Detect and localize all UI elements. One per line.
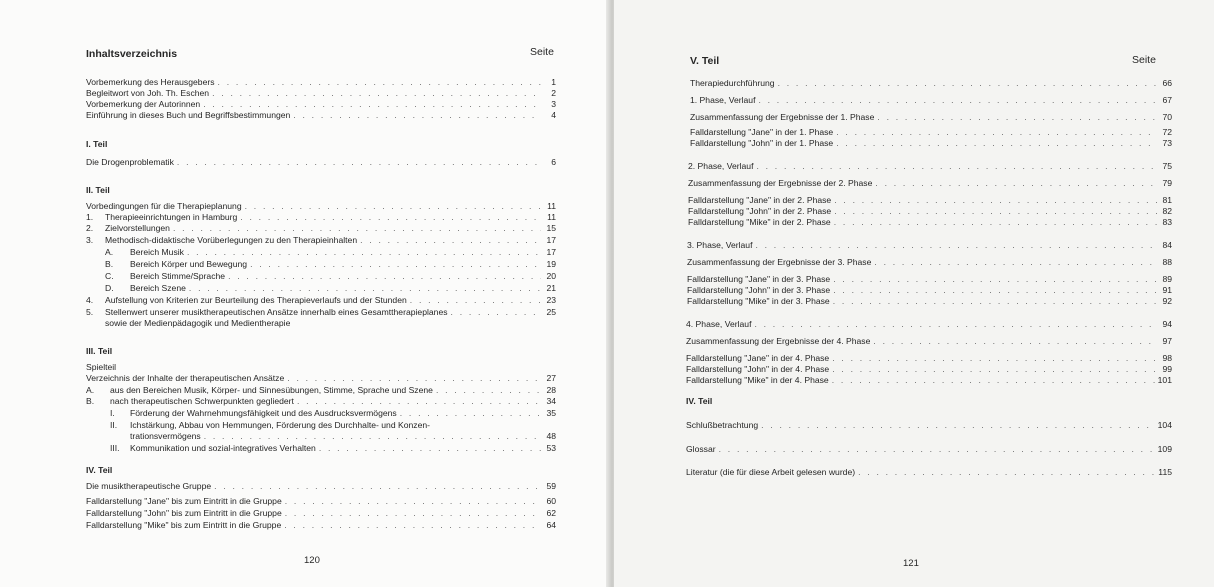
leader-dots [203, 99, 541, 110]
entry-number: A. [105, 247, 114, 257]
entry-label: Bereich Musik [130, 247, 184, 257]
entry-page: 2 [551, 88, 556, 98]
leader-dots [451, 307, 541, 318]
leader-dots [832, 375, 1155, 386]
page-number: 120 [304, 555, 320, 566]
entry-label: Falldarstellung "John" in der 1. Phase [690, 138, 834, 148]
toc-entry [105, 259, 556, 270]
entry-page: 11 [547, 212, 556, 222]
entry-number: I. [110, 408, 115, 418]
entry-label: Einführung in dieses Buch und Begriffsbestimmungen [86, 110, 291, 120]
entry-page: 99 [1162, 364, 1172, 374]
toc-entry [687, 240, 1172, 251]
leader-dots [240, 212, 541, 223]
entry-page: 115 [1158, 467, 1172, 477]
entry-number: B. [86, 396, 95, 406]
entry-label: Stellenwert unserer musiktherapeutischen Ansätze innerhalb eines Gesamttherapieplanes [105, 307, 448, 317]
leader-dots [755, 240, 1157, 251]
entry-label: Falldarstellung "Mike" in der 2. Phase [688, 217, 831, 227]
entry-label: Zusammenfassung der Ergebnisse der 2. Phase [688, 178, 873, 188]
leader-dots [758, 95, 1157, 106]
entry-page: 25 [546, 307, 556, 317]
entry-page: 15 [546, 223, 556, 233]
toc-entry [110, 420, 556, 431]
leader-dots [836, 138, 1157, 149]
leader-dots [858, 467, 1155, 478]
entry-label: Bereich Körper und Bewegung [130, 259, 248, 269]
entry-page: 62 [546, 508, 556, 518]
leader-dots [187, 247, 541, 258]
toc-entry [105, 283, 556, 294]
entry-number: C. [105, 271, 114, 281]
entry-number: III. [110, 443, 120, 453]
entry-label: Vorbemerkung des Herausgebers [86, 77, 215, 87]
entry-label: 4. Phase, Verlauf [686, 319, 752, 329]
entry-page: 83 [1162, 217, 1172, 227]
toc-entry [687, 296, 1172, 307]
toc-entry [686, 444, 1172, 455]
leader-dots [319, 443, 541, 454]
entry-page: 11 [547, 201, 556, 211]
entry-page: 66 [1162, 78, 1172, 88]
toc-entry [86, 223, 556, 234]
toc-entry [690, 78, 1172, 89]
entry-label: Falldarstellung "Jane" in der 1. Phase [690, 127, 834, 137]
leader-dots [778, 78, 1157, 89]
leader-dots [873, 336, 1157, 347]
toc-entry [690, 127, 1172, 138]
entry-label: Literatur (die für diese Arbeit gelesen wurde) [686, 467, 856, 477]
leader-dots [285, 508, 541, 519]
toc-entry [86, 508, 556, 519]
entry-label: Verzeichnis der Inhalte der therapeutischen Ansätze [86, 373, 285, 383]
toc-entry [105, 271, 556, 282]
entry-number: A. [86, 385, 95, 395]
leader-dots [284, 520, 541, 531]
entry-page: 6 [551, 157, 556, 167]
toc-entry [686, 375, 1172, 386]
seite-label: Seite [1132, 54, 1156, 66]
toc-entry [86, 496, 556, 507]
entry-page: 104 [1157, 420, 1172, 430]
entry-page: 82 [1162, 206, 1172, 216]
entry-label: Therapiedurchführung [690, 78, 775, 88]
leader-dots [204, 431, 541, 442]
toc-entry [686, 420, 1172, 431]
entry-number: 3. [86, 235, 94, 245]
entry-page: 53 [546, 443, 556, 453]
entry-page: 34 [546, 396, 556, 406]
entry-page: 72 [1162, 127, 1172, 137]
leader-dots [719, 444, 1155, 455]
toc-entry [690, 138, 1172, 149]
entry-page: 60 [546, 496, 556, 506]
entry-page: 3 [551, 99, 556, 109]
section-heading: IV. Teil [686, 396, 713, 406]
leader-dots [212, 88, 541, 99]
entry-page: 59 [546, 481, 556, 491]
leader-dots [756, 161, 1157, 172]
toc-entry [690, 95, 1172, 106]
leader-dots [875, 178, 1157, 189]
entry-label: Falldarstellung "John" in der 3. Phase [687, 285, 831, 295]
toc-entry [86, 201, 556, 212]
subsection-label: Spielteil [86, 362, 117, 372]
entry-page: 4 [551, 110, 556, 120]
toc-entry [86, 212, 556, 223]
section-heading: III. Teil [86, 346, 113, 356]
entry-label: Falldarstellung "Jane" in der 2. Phase [688, 195, 832, 205]
entry-label: Falldarstellung "Jane" bis zum Eintritt in die Gruppe [86, 496, 282, 506]
entry-label: Glossar [686, 444, 716, 454]
leader-dots [877, 112, 1157, 123]
entry-label: nach therapeutischen Schwerpunkten gegliedert [110, 396, 294, 406]
leader-dots [833, 285, 1157, 296]
entry-label: Zielvorstellungen [105, 223, 170, 233]
leader-dots [285, 496, 541, 507]
entry-label: Vorbedingungen für die Therapieplanung [86, 201, 242, 211]
entry-label: Ichstärkung, Abbau von Hemmungen, Förderung des Durchhalte- und Konzen- [130, 420, 431, 430]
toc-entry [86, 295, 556, 306]
section-heading: I. Teil [86, 139, 108, 149]
leader-dots [218, 77, 541, 88]
toc-entry [686, 336, 1172, 347]
entry-page: 20 [546, 271, 556, 281]
toc-entry [686, 353, 1172, 364]
leader-dots [833, 296, 1157, 307]
entry-page: 89 [1162, 274, 1172, 284]
leader-dots [297, 396, 541, 407]
entry-page: 81 [1162, 195, 1172, 205]
entry-label: Falldarstellung "John" in der 2. Phase [688, 206, 832, 216]
entry-label: Falldarstellung "Mike" in der 4. Phase [686, 375, 829, 385]
page-number: 121 [903, 558, 919, 569]
toc-entry [86, 157, 556, 168]
part-title: V. Teil [690, 55, 720, 67]
leader-dots [833, 274, 1157, 285]
toc-entry [86, 373, 556, 384]
right-page [614, 0, 1214, 587]
seite-label: Seite [530, 46, 554, 58]
entry-page: 17 [546, 235, 556, 245]
entry-label: Zusammenfassung der Ergebnisse der 4. Phase [686, 336, 871, 346]
section-heading: IV. Teil [86, 465, 113, 475]
entry-page: 17 [546, 247, 556, 257]
entry-page: 84 [1162, 240, 1172, 250]
entry-page: 75 [1162, 161, 1172, 171]
leader-dots [189, 283, 541, 294]
toc-entry [86, 88, 556, 99]
leader-dots [874, 257, 1157, 268]
leader-dots [834, 217, 1157, 228]
toc-entry [86, 481, 556, 492]
leader-dots [177, 157, 541, 168]
entry-page: 88 [1162, 257, 1172, 267]
entry-label: Falldarstellung "Jane" in der 3. Phase [687, 274, 831, 284]
leader-dots [360, 235, 541, 246]
toc-entry [86, 520, 556, 531]
leader-dots [832, 364, 1157, 375]
entry-label: Zusammenfassung der Ergebnisse der 1. Phase [690, 112, 875, 122]
entry-page: 21 [546, 283, 556, 293]
entry-page: 1 [551, 77, 556, 87]
leader-dots [754, 319, 1157, 330]
leader-dots [834, 206, 1157, 217]
entry-page: 23 [546, 295, 556, 305]
leader-dots [245, 201, 541, 212]
entry-page: 48 [546, 431, 556, 441]
toc-entry [110, 443, 556, 454]
leader-dots [436, 385, 541, 396]
entry-label: trationsvermögens [130, 431, 201, 441]
toc-entry [688, 161, 1172, 172]
leader-dots [228, 271, 541, 282]
entry-page: 91 [1162, 285, 1172, 295]
entry-page: 35 [546, 408, 556, 418]
entry-label: Falldarstellung "Jane" in der 4. Phase [686, 353, 830, 363]
entry-label: Schlußbetrachtung [686, 420, 759, 430]
toc-entry [86, 235, 556, 246]
entry-page: 109 [1157, 444, 1172, 454]
entry-number: B. [105, 259, 114, 269]
entry-page: 70 [1162, 112, 1172, 122]
entry-page: 101 [1157, 375, 1172, 385]
toc-entry [687, 274, 1172, 285]
entry-page: 19 [546, 259, 556, 269]
toc-title: Inhaltsverzeichnis [86, 48, 178, 60]
entry-page: 73 [1162, 138, 1172, 148]
entry-label: Förderung der Wahrnehmungsfähigkeit und des Ausdrucksvermögens [130, 408, 397, 418]
entry-number: D. [105, 283, 114, 293]
toc-entry [687, 257, 1172, 268]
toc-entry [130, 431, 556, 442]
entry-label: Falldarstellung "Mike" bis zum Eintritt in die Gruppe [86, 520, 282, 530]
entry-label: Vorbemerkung der Autorinnen [86, 99, 201, 109]
toc-entry [86, 307, 556, 318]
leader-dots [214, 481, 541, 492]
entry-label: Falldarstellung "John" in der 4. Phase [686, 364, 830, 374]
entry-label: Die musiktherapeutische Gruppe [86, 481, 212, 491]
entry-label: Bereich Szene [130, 283, 186, 293]
entry-number: 5. [86, 307, 94, 317]
leader-dots [834, 195, 1157, 206]
entry-label: Kommunikation und sozial-integratives Verhalten [130, 443, 316, 453]
entry-number: 2. [86, 223, 94, 233]
leader-dots [410, 295, 541, 306]
toc-entry [105, 247, 556, 258]
entry-number: 1. [86, 212, 94, 222]
leader-dots [293, 110, 541, 121]
entry-label: Begleitwort von Joh. Th. Eschen [86, 88, 210, 98]
entry-label: aus den Bereichen Musik, Körper- und Sinnesübungen, Stimme, Sprache und Szene [110, 385, 433, 395]
entry-continuation: sowie der Medienpädagogik und Medientherapie [105, 318, 291, 328]
entry-label: 1. Phase, Verlauf [690, 95, 756, 105]
toc-entry [686, 364, 1172, 375]
toc-entry [86, 99, 556, 110]
toc-entry [688, 195, 1172, 206]
entry-page: 79 [1162, 178, 1172, 188]
entry-page: 94 [1162, 319, 1172, 329]
entry-page: 28 [546, 385, 556, 395]
toc-entry [86, 396, 556, 407]
entry-page: 97 [1162, 336, 1172, 346]
leader-dots [836, 127, 1157, 138]
entry-page: 92 [1162, 296, 1172, 306]
entry-label: Methodisch-didaktische Vorüberlegungen zu den Therapieinhalten [105, 235, 358, 245]
entry-label: Zusammenfassung der Ergebnisse der 3. Phase [687, 257, 872, 267]
entry-number: 4. [86, 295, 94, 305]
leader-dots [173, 223, 541, 234]
toc-entry [688, 217, 1172, 228]
toc-entry [688, 178, 1172, 189]
leader-dots [400, 408, 541, 419]
toc-entry [86, 385, 556, 396]
entry-label: Bereich Stimme/Sprache [130, 271, 226, 281]
toc-entry [690, 112, 1172, 123]
entry-label: 3. Phase, Verlauf [687, 240, 753, 250]
entry-page: 64 [546, 520, 556, 530]
entry-label: Falldarstellung "John" bis zum Eintritt in die Gruppe [86, 508, 282, 518]
toc-entry [686, 319, 1172, 330]
entry-page: 27 [546, 373, 556, 383]
entry-label: 2. Phase, Verlauf [688, 161, 754, 171]
toc-entry [686, 467, 1172, 478]
entry-page: 67 [1162, 95, 1172, 105]
toc-entry [688, 206, 1172, 217]
entry-number: II. [110, 420, 118, 430]
leader-dots [250, 259, 541, 270]
entry-page: 98 [1162, 353, 1172, 363]
entry-label: Therapieeinrichtungen in Hamburg [105, 212, 238, 222]
toc-entry [86, 77, 556, 88]
entry-label: Falldarstellung "Mike" in der 3. Phase [687, 296, 830, 306]
toc-entry [110, 408, 556, 419]
entry-label: Aufstellung von Kriterien zur Beurteilung des Therapieverlaufs und der Stunden [105, 295, 407, 305]
leader-dots [761, 420, 1155, 431]
leader-dots [287, 373, 541, 384]
section-heading: II. Teil [86, 185, 110, 195]
leader-dots [832, 353, 1157, 364]
toc-entry [687, 285, 1172, 296]
entry-label: Die Drogenproblematik [86, 157, 174, 167]
toc-entry [86, 110, 556, 121]
